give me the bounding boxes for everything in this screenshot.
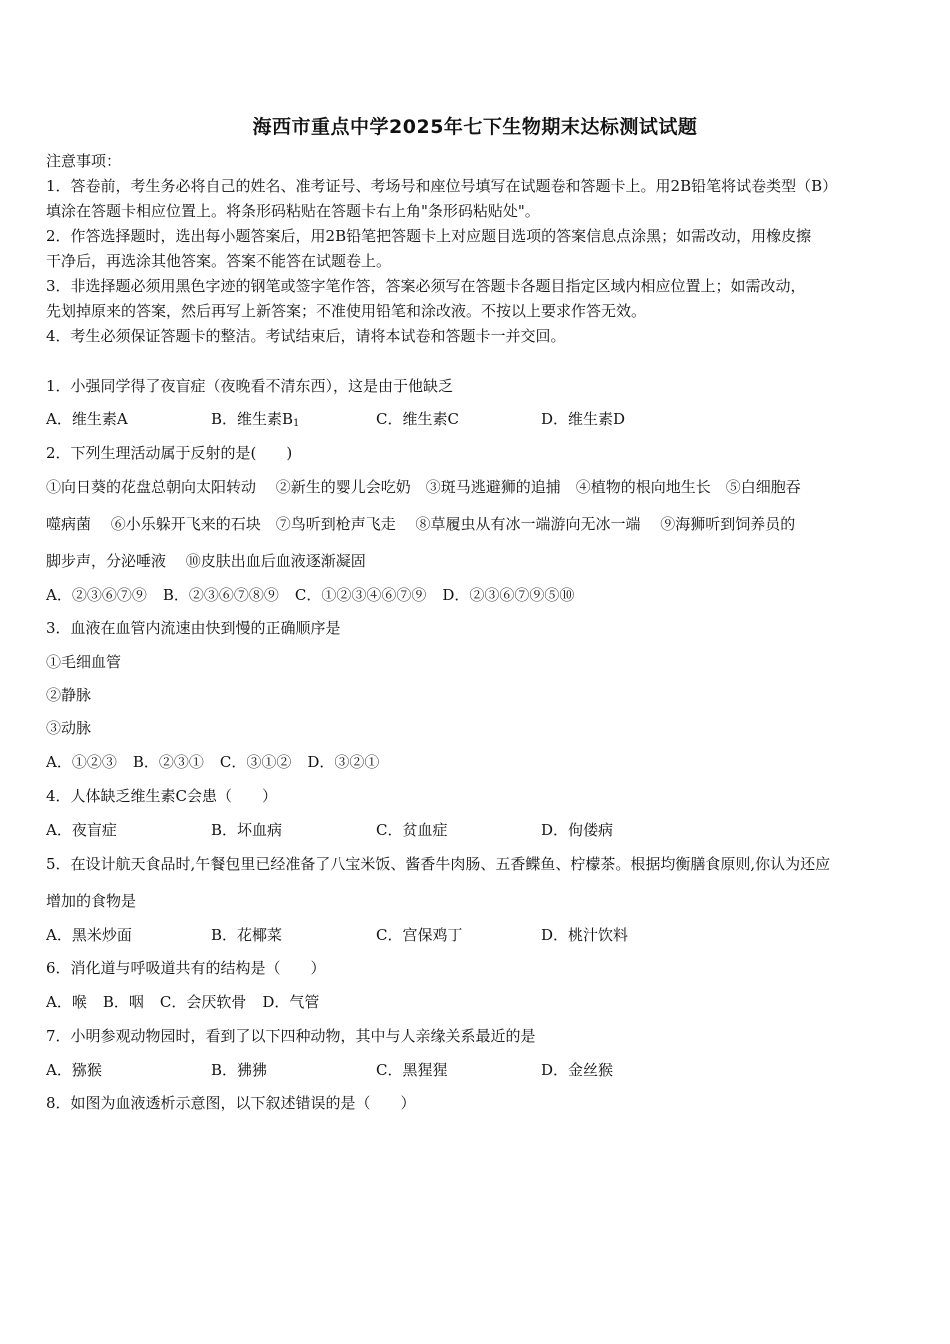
question-stem: 8．如图为血液透析示意图，以下叙述错误的是（ ） (46, 1094, 416, 1112)
question-stem: 5．在设计航天食品时,午餐包里已经准备了八宝米饭、酱香牛肉肠、五香鲽鱼、柠檬茶。根据均衡膳食原则,你认为还应 (46, 855, 831, 873)
question-body-line: ①毛细血管 (46, 653, 122, 671)
notice-line: 填涂在答题卡相应位置上。将条形码粘贴在答题卡右上角"条形码粘贴处"。 (46, 202, 540, 220)
option: D．②③⑥⑦⑨⑤⑩ (442, 586, 575, 604)
options-row (46, 409, 706, 434)
question-body-line: 脚步声，分泌唾液 ⑩皮肤出血后血液逐渐凝固 (46, 552, 366, 570)
option: A．喉 (46, 993, 87, 1011)
option: C．维生素C (376, 410, 459, 428)
options-row (46, 1060, 706, 1080)
option: A．①②③ (46, 753, 117, 771)
options-row (46, 752, 395, 772)
option (211, 409, 376, 434)
question-stem: 7．小明参观动物园时，看到了以下四种动物，其中与人亲缘关系最近的是 (46, 1027, 536, 1045)
option: A．黑米炒面 (46, 926, 132, 944)
question-stem: 1．小强同学得了夜盲症（夜晚看不清东西），这是由于他缺乏 (46, 377, 454, 395)
option: C．会厌软骨 (159, 993, 247, 1011)
option: B．②③⑥⑦⑧⑨ (162, 586, 279, 604)
question-body-line: 噬病菌 ⑥小乐躲开飞来的石块 ⑦鸟听到枪声飞走 ⑧草履虫从有冰一端游向无冰一端 ⑨海狮听到饲养员的 (46, 515, 796, 533)
option: A．猕猴 (46, 1061, 102, 1079)
option: B．坏血病 (211, 821, 283, 839)
question-stem: 增加的食物是 (46, 892, 137, 910)
option: B．狒狒 (211, 1061, 268, 1079)
question-stem: 6．消化道与呼吸道共有的结构是（ ） (46, 959, 326, 977)
option: B．②③① (132, 753, 204, 771)
option: D．维生素D (541, 410, 626, 428)
option: D．金丝猴 (541, 1061, 614, 1079)
notice-line: 2．作答选择题时，选出每小题答案后，用2B铅笔把答题卡上对应题目选项的答案信息点涂黑；如需改动，用橡皮擦 (46, 227, 812, 245)
question-body-line: ①向日葵的花盘总朝向太阳转动 ②新生的婴儿会吃奶 ③斑马逃避狮的追捕 ④植物的根向地生长 ⑤白细胞吞 (46, 478, 801, 496)
question-stem: 4．人体缺乏维生素C会患（ ） (46, 787, 278, 805)
option: D．桃汁饮料 (541, 926, 629, 944)
option: A．维生素A (46, 410, 128, 428)
option: D．气管 (262, 993, 320, 1011)
option: C．①②③④⑥⑦⑨ (294, 586, 427, 604)
options-row (46, 585, 590, 605)
question-stem: 2．下列生理活动属于反射的是( ) (46, 444, 293, 462)
option: A．②③⑥⑦⑨ (46, 586, 147, 604)
options-row (46, 925, 706, 945)
option: A．夜盲症 (46, 821, 117, 839)
subscript: 1 (293, 418, 300, 429)
option: D．③②① (307, 753, 380, 771)
notice-line: 4．考生必须保证答题卡的整洁。考试结束后，请将本试卷和答题卡一并交回。 (46, 327, 566, 345)
notice-line: 1．答卷前，考生务必将自己的姓名、准考证号、考场号和座位号填写在试题卷和答题卡上。用2B铅笔将试卷类型（B） (46, 177, 838, 195)
option: C．③①② (219, 753, 292, 771)
notice-line: 先划掉原来的答案，然后再写上新答案；不准使用铅笔和涂改液。不按以上要求作答无效。 (46, 302, 647, 320)
question-body-line: ②静脉 (46, 686, 92, 704)
option-text: B．维生素B (211, 410, 294, 428)
notice-line: 干净后，再选涂其他答案。答案不能答在试题卷上。 (46, 252, 392, 270)
options-row (46, 992, 335, 1012)
options-row (46, 820, 706, 840)
question-stem: 3．血液在血管内流速由快到慢的正确顺序是 (46, 619, 341, 637)
question-body-line: ③动脉 (46, 719, 92, 737)
option: C．贫血症 (376, 821, 448, 839)
option: C．黑猩猩 (376, 1061, 448, 1079)
notice-line: 3．非选择题必须用黑色字迹的钢笔或签字笔作答，答案必须写在答题卡各题目指定区域内相应位置上；如需改动， (46, 277, 806, 295)
page-title: 海西市重点中学2025年七下生物期末达标测试试题 (252, 116, 698, 138)
option: D．佝偻病 (541, 821, 614, 839)
option: C．宫保鸡丁 (376, 926, 463, 944)
option: B．花椰菜 (211, 926, 283, 944)
notice-heading: 注意事项： (46, 152, 122, 170)
option: B．咽 (102, 993, 144, 1011)
